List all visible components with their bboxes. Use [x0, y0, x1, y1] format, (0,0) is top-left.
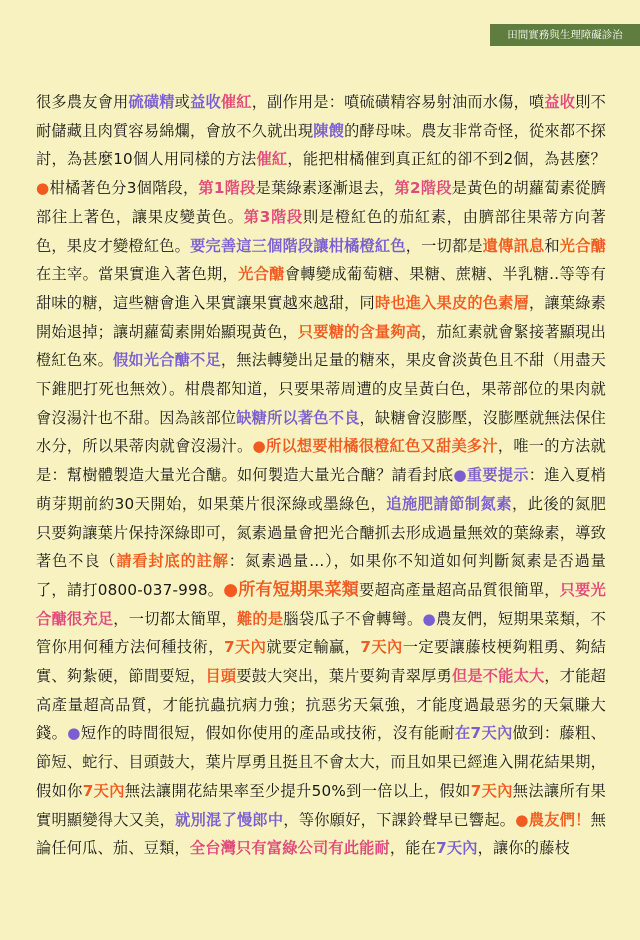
highlight-text-segment: ●所有短期果菜類 — [223, 579, 360, 600]
body-text-segment: ，無法轉變出足量的糖來，果皮會淡黃色且不甜（用盡天下錐肥打死也無效）。柑農都知道，只要果蒂周遭的皮呈黃白色，果蒂部位的果肉就會沒湯汁也不甜。因為該部位 — [36, 351, 607, 427]
body-text-segment: ，茄紅素就會緊接著顯現出橙紅色來。 — [36, 322, 606, 370]
highlight-text-segment: 陳餿 — [313, 121, 345, 140]
highlight-text-segment: 7天內 — [436, 839, 478, 858]
highlight-text-segment: ●重要提示 — [453, 466, 529, 485]
body-text-segment: 農友們，短期果菜類，不管你用何種方法何種技術， — [36, 609, 607, 657]
body-text-segment: 一定要讓藤枝梗夠粗勇、夠結實、夠紮硬，節間要短， — [36, 638, 607, 686]
highlight-text-segment: 第1階段 — [198, 179, 256, 198]
body-text-segment: ，能把柑橘催到真正紅的卻不到2個，為甚麼？ — [287, 150, 607, 169]
body-text-segment: 的酵母味。農友非常奇怪，從來都不探討，為甚麼10個人用同樣的方法 — [36, 121, 606, 169]
body-text-segment: 無法讓開花結果率至少提升50%到一倍以上，假如 — [124, 781, 471, 800]
body-text-segment: ，一切都太簡單， — [113, 609, 237, 628]
body-text-segment: 柑橘著色分3個階段， — [49, 179, 199, 198]
body-text-segment: ，讓葉綠素開始退掉；讓胡蘿蔔素開始顯現黃色， — [36, 293, 607, 341]
highlight-text-segment: 只要糖的含量夠高 — [297, 322, 422, 341]
body-text-segment: 無法讓所有果實明顯變得大又美， — [36, 781, 607, 829]
body-text-segment: ，讓你的藤枝 — [477, 839, 570, 858]
highlight-text-segment: 第2階段 — [394, 179, 452, 198]
body-text-segment: ，唯一的方法就是：幫樹體製造大量光合醣。如何製造大量光合醣？請看封底 — [36, 437, 607, 485]
highlight-text-segment: ● — [67, 724, 81, 743]
body-text-segment: 則是橙紅色的茄紅素，由臍部往果蒂方向著色，果皮才變橙紅色。 — [36, 207, 606, 255]
highlight-text-segment: 光合醣 — [238, 265, 285, 284]
body-text-segment: 是黃色的胡蘿蔔素從臍部往上著色，讓果皮變黃色。 — [36, 179, 606, 226]
highlight-text-segment: 假如光合醣不足 — [113, 351, 221, 370]
highlight-text-segment: 益收 — [190, 93, 221, 111]
body-text-segment: 會轉變成葡萄糖、果糖、蔗糖、半乳糖‥等等有甜味的糖，這些糖會進入果實讓果實越來越甜，同 — [36, 265, 606, 312]
body-text-segment: 要鼓大突出，葉片要夠青翠厚勇 — [236, 667, 452, 686]
highlight-text-segment: ● — [422, 609, 437, 628]
body-text-segment: 要超高產量超高品質很簡單， — [359, 580, 560, 599]
body-text-segment: 是葉綠素逐漸退去， — [255, 179, 395, 198]
highlight-text-segment: 益收 — [544, 93, 576, 111]
highlight-text-segment: ● — [36, 179, 50, 198]
highlight-text-segment: 催紅 — [220, 93, 252, 111]
highlight-text-segment: 要完善這三個階段讓柑橘橙紅色 — [190, 236, 406, 255]
body-text-segment: ，能在 — [389, 839, 437, 858]
highlight-text-segment: 追施肥請節制氮素 — [386, 494, 512, 513]
highlight-text-segment: 缺糖所以著色不良 — [236, 408, 360, 427]
body-text-segment: ：氮素過量…），如果你不知道如何判斷氮素是否過量了，請打0800-037-998。 — [36, 552, 607, 599]
body-text-segment: ，副作用是：噴硫磺精容易射油而水傷，噴 — [251, 93, 545, 111]
body-text-segment: 在主宰。當果實進入著色期， — [36, 265, 239, 284]
highlight-text-segment: 時也進入果皮的色素層 — [374, 293, 529, 312]
highlight-text-segment: 7天內 — [223, 638, 267, 657]
highlight-text-segment: 在7天內 — [454, 724, 513, 743]
highlight-text-segment: 7天內 — [360, 638, 403, 657]
highlight-text-segment: 7天內 — [82, 781, 125, 800]
body-text-segment: 做到：藤粗、節短、蛇行、目頭鼓大，葉片厚勇且挺且不會太大，而且如果已經進入開花結果期，假如你 — [36, 724, 606, 800]
article-body — [36, 88, 606, 863]
body-text-segment: ：進入夏梢萌芽期前約30天開始，如果葉片很深綠或墨綠色， — [36, 466, 607, 513]
body-text-segment: 或 — [174, 93, 191, 111]
highlight-text-segment: 但是不能太大 — [451, 667, 545, 686]
body-text-segment: 腦袋瓜子不會轉彎。 — [283, 609, 423, 628]
body-text-segment: 很多農友會用 — [36, 93, 129, 111]
body-text-segment: ，一切都是 — [405, 236, 483, 255]
highlight-text-segment: 第3階段 — [243, 207, 304, 226]
highlight-text-segment: 全台灣只有富綠公司有此能耐 — [189, 839, 390, 858]
highlight-text-segment: 遺傳訊息 — [482, 236, 545, 255]
highlight-text-segment: 7天內 — [470, 781, 513, 800]
body-text-segment: 短作的時間很短，假如你使用的產品或技術，沒有能耐 — [80, 724, 455, 743]
highlight-text-segment: 硫磺精 — [128, 93, 175, 111]
highlight-text-segment: 光合醣 — [559, 236, 606, 255]
highlight-text-segment: 目頭 — [205, 667, 237, 686]
body-text-segment: ，等你願好，下課鈴聲早已響起。 — [283, 810, 516, 829]
highlight-text-segment: ●所以想要柑橘很橙紅色又甜美多汁 — [252, 437, 498, 456]
highlight-text-segment: 請看封底的註解 — [116, 552, 229, 571]
highlight-text-segment: 只要光合醣很充足 — [36, 580, 606, 628]
highlight-text-segment: 就別混了慢郎中 — [175, 810, 284, 829]
section-header-tab: 田間實務與生理障礙診治 — [490, 24, 640, 46]
highlight-text-segment: ●農友們！ — [515, 810, 591, 829]
highlight-text-segment: 難的是 — [236, 609, 284, 628]
body-text-segment: 就要定輸贏， — [266, 638, 361, 657]
body-text-segment: ，缺糖會沒膨壓，沒膨壓就無法保住水分，所以果蒂肉就會沒湯汁。 — [36, 408, 606, 456]
highlight-text-segment: 催紅 — [256, 150, 288, 169]
body-text-segment: ，才能超高產量超高品質，才能抗蟲抗病力強；抗惡劣天氣強，才能度過最惡劣的天氣賺大錢。 — [36, 667, 606, 743]
body-text-segment: 則不耐儲藏且肉質容易綿爛，會放不久就出現 — [36, 93, 606, 140]
body-text-segment: 和 — [544, 236, 560, 255]
body-text-segment: 無論任何瓜、茄、豆類， — [36, 810, 606, 858]
body-text-segment: ，此後的氮肥只要夠讓葉片保持深綠即可，氮素過量會把光合醣抓去形成過量無效的葉綠素，導致著色不良（ — [36, 494, 606, 571]
